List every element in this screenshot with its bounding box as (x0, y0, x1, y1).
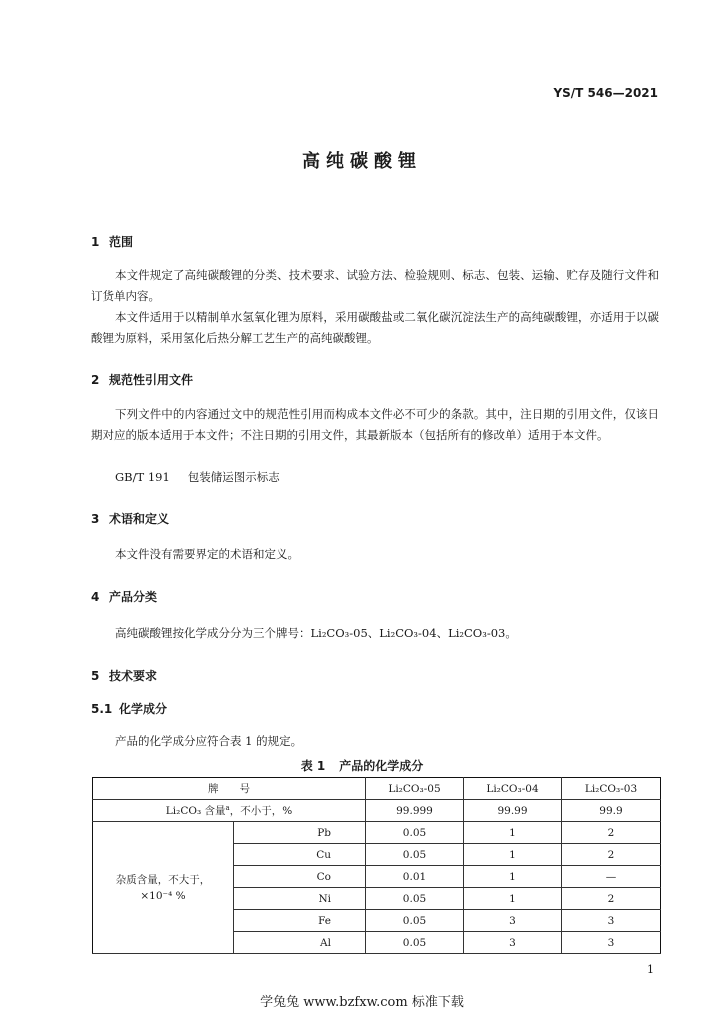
table-cell: — (562, 866, 661, 888)
table-cell: 3 (562, 932, 661, 954)
section-heading-classification (91, 588, 157, 605)
section-heading-scope (91, 233, 133, 250)
impurity-label-cell (93, 822, 234, 954)
section-heading-terms (91, 510, 169, 527)
section-number: 4 (91, 590, 100, 604)
table-title: 产品的化学成分 (339, 759, 424, 773)
table-cell: 99.999 (366, 800, 464, 822)
grade-header-cell: Li₂CO₃-04 (464, 778, 562, 800)
element-cell: Co (234, 866, 366, 888)
content-suffix: ，不小于，% (229, 805, 293, 817)
table-cell: 1 (464, 844, 562, 866)
section-title: 术语和定义 (109, 512, 170, 526)
section-heading-technical (91, 667, 157, 684)
content-label-cell (93, 800, 366, 822)
element-cell: Pb (234, 822, 366, 844)
section-number: 3 (91, 512, 100, 526)
table-cell: 3 (464, 910, 562, 932)
table-cell: 1 (464, 866, 562, 888)
paragraph-chemical: 产品的化学成分应符合表 1 的规定。 (115, 734, 303, 748)
section-title: 产品分类 (109, 590, 158, 604)
grade-header-cell: Li₂CO₃-05 (366, 778, 464, 800)
table-cell: 0.05 (366, 888, 464, 910)
element-cell: Al (234, 932, 366, 954)
table-row-content (93, 800, 661, 822)
table-cell: 2 (562, 822, 661, 844)
separator: 、 (436, 626, 449, 640)
grade-name: Li₂CO₃-03 (448, 626, 506, 640)
impurity-label: 杂质含量，不大于， (115, 873, 211, 886)
section-title: 技术要求 (109, 669, 158, 683)
page-number: 1 (647, 963, 654, 976)
paragraph-references-1: 下列文件中的内容通过文中的规范性引用而构成本文件必不可少的条款。其中，注日期的引用文件，仅该日期对应的版本适用于本文件；不注日期的引用文件，其最新版本（包括所有的修改单）适用于本文件。 (91, 407, 659, 442)
brand-header-cell: 牌 号 (93, 778, 366, 800)
table-cell: 3 (464, 932, 562, 954)
period: 。 (505, 626, 517, 640)
grade-header-cell: Li₂CO₃-03 (562, 778, 661, 800)
subsection-heading-chemical (91, 700, 167, 717)
table-cell: 0.05 (366, 932, 464, 954)
note-marker: a (225, 804, 230, 812)
table-cell: 1 (464, 822, 562, 844)
chemical-composition-table (92, 777, 661, 954)
separator: 、 (367, 626, 380, 640)
document-title: 高纯碳酸锂 (302, 151, 422, 172)
table-header-row (93, 778, 661, 800)
paragraph-scope-2: 本文件适用于以精制单水氢氧化锂为原料，采用碳酸盐或二氧化碳沉淀法生产的高纯碳酸锂，亦适用于以碳酸锂为原料，采用氢化后热分解工艺生产的高纯碳酸锂。 (91, 310, 659, 345)
table-cell: 99.99 (464, 800, 562, 822)
section-title: 范围 (109, 235, 134, 249)
section-number: 5 (91, 669, 100, 683)
content-label: Li₂CO₃ 含量 (165, 805, 226, 817)
element-cell: Ni (234, 888, 366, 910)
section-heading-references (91, 371, 193, 388)
table-cell: 2 (562, 844, 661, 866)
table-cell: 99.9 (562, 800, 661, 822)
table-cell: 0.05 (366, 822, 464, 844)
table-cell: 0.05 (366, 910, 464, 932)
element-cell: Cu (234, 844, 366, 866)
table-cell: 0.01 (366, 866, 464, 888)
table-cell: 2 (562, 888, 661, 910)
element-cell: Fe (234, 910, 366, 932)
section-number: 1 (91, 235, 100, 249)
reference-code: GB/T 191 (115, 470, 170, 484)
table-cell: 3 (562, 910, 661, 932)
grade-name: Li₂CO₃-05 (310, 626, 368, 640)
table-row (93, 822, 661, 844)
table-caption (0, 757, 724, 774)
subsection-title: 化学成分 (119, 702, 168, 716)
subsection-number: 5.1 (91, 702, 113, 716)
paragraph-classification (115, 625, 517, 641)
paragraph-scope-1: 本文件规定了高纯碳酸锂的分类、技术要求、试验方法、检验规则、标志、包装、运输、贮存及随行文件和订货单内容。 (91, 268, 659, 303)
reference-item (115, 469, 280, 485)
table-cell: 1 (464, 888, 562, 910)
grade-name: Li₂CO₃-04 (379, 626, 437, 640)
classification-prefix: 高纯碳酸锂按化学成分分为三个牌号： (115, 626, 311, 640)
paragraph-terms: 本文件没有需要界定的术语和定义。 (115, 547, 299, 561)
table-cell: 0.05 (366, 844, 464, 866)
impurity-unit: ×10⁻⁴ % (140, 889, 186, 902)
standard-code: YS/T 546—2021 (553, 86, 658, 100)
section-title: 规范性引用文件 (109, 373, 194, 387)
table-number: 表 1 (300, 759, 326, 773)
section-number: 2 (91, 373, 100, 387)
reference-title: 包装储运图示标志 (187, 470, 280, 484)
watermark-footer: 学兔兔 www.bzfxw.com 标准下载 (260, 995, 464, 1010)
